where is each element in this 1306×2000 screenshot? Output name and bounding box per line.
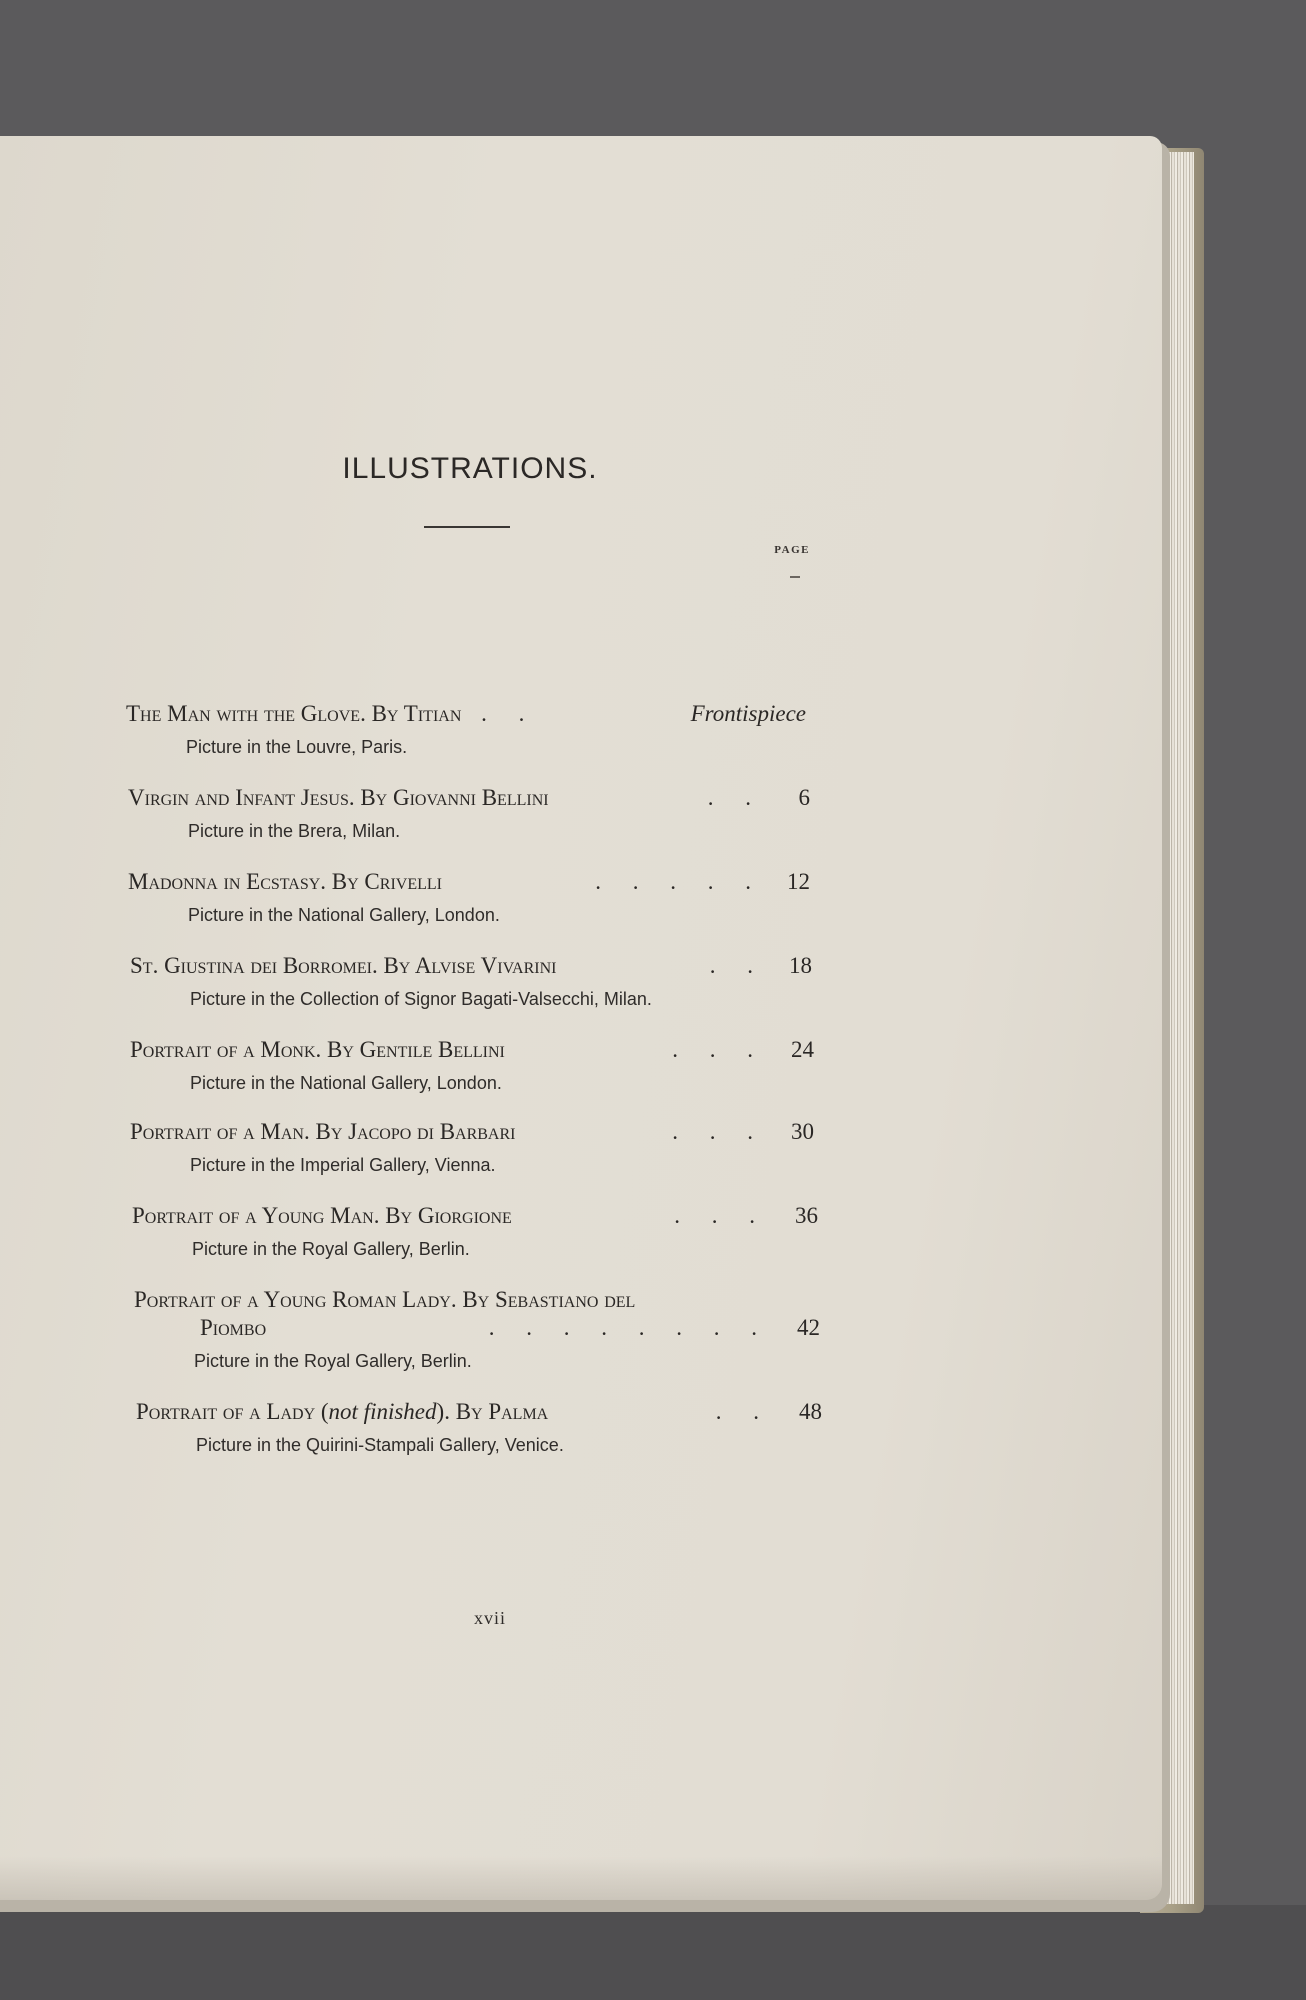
entry-title <box>130 1036 818 1064</box>
entry-title <box>126 700 814 728</box>
illustration-entry-7 <box>132 1202 820 1262</box>
page-folio: xvii <box>473 1608 506 1628</box>
entry-title-text: Portrait of a Young Man. By Giorgione <box>132 1203 512 1228</box>
entry-page-number: 30 <box>791 1119 814 1144</box>
backdrop <box>0 1905 1306 2000</box>
page-column-label: PAGE <box>774 544 810 556</box>
entry-caption: Picture in the National Gallery, London. <box>190 1073 502 1093</box>
illustration-entry-2 <box>128 784 816 844</box>
entry-caption: Picture in the Collection of Signor Bagati-Valsecchi, Milan. <box>190 989 652 1009</box>
entry-caption: Picture in the Imperial Gallery, Vienna. <box>190 1155 496 1175</box>
book-page <box>0 136 1162 1900</box>
entry-title <box>134 1286 822 1314</box>
entry-title-text: Virgin and Infant Jesus. By Giovanni Bellini <box>128 785 549 810</box>
entry-title-italic: not finished <box>328 1399 437 1424</box>
entry-caption: Picture in the Brera, Milan. <box>188 821 401 841</box>
entry-page-number: 24 <box>791 1037 814 1062</box>
page-title: ILLUSTRATIONS. <box>342 452 598 485</box>
deckle-edge <box>0 1856 1162 1900</box>
illustration-entry-6 <box>130 1118 818 1178</box>
entry-caption: Picture in the Louvre, Paris. <box>186 737 408 757</box>
entry-title <box>132 1202 820 1230</box>
entry-title-text-continued: Piombo <box>200 1315 267 1340</box>
illustration-entry-5 <box>130 1036 818 1096</box>
entry-title-text: Portrait of a Man. By Jacopo di Barbari <box>130 1119 516 1144</box>
entry-title-text: Portrait of a Young Roman Lady. By Sebastiano del <box>134 1287 636 1312</box>
entry-title-text: The Man with the Glove. By Titian <box>126 701 462 726</box>
entry-title-text: Portrait of a Monk. By Gentile Bellini <box>130 1037 505 1062</box>
entry-page-number: Frontispiece <box>690 701 806 726</box>
dot-leaders: . . . <box>672 1119 766 1144</box>
illustration-entry-3 <box>128 868 816 928</box>
entry-page-number: 42 <box>797 1315 820 1340</box>
dot-leaders: . . <box>709 953 766 978</box>
illustration-entry-8 <box>134 1286 822 1374</box>
entry-caption: Picture in the National Gallery, London. <box>188 905 500 925</box>
entry-page-number: 18 <box>789 953 812 978</box>
entry-page-number: 6 <box>798 785 810 810</box>
entry-title-text-end: ). By Palma <box>436 1399 549 1424</box>
illustration-entry-9 <box>136 1398 824 1458</box>
entry-page-number: 12 <box>787 869 810 894</box>
entry-title <box>128 868 816 896</box>
dot-leaders: . . <box>715 1399 772 1424</box>
entry-title <box>128 784 816 812</box>
entry-title-text: Portrait of a Lady ( <box>136 1399 329 1424</box>
illustration-entry-1 <box>126 700 814 760</box>
illustration-entry-4 <box>130 952 818 1012</box>
entry-caption: Picture in the Quirini-Stampali Gallery, Venice. <box>196 1435 564 1455</box>
entry-title-text: Madonna in Ecstasy. By Crivelli <box>128 869 442 894</box>
entry-caption: Picture in the Royal Gallery, Berlin. <box>192 1239 470 1259</box>
entry-title-text: St. Giustina dei Borromei. By Alvise Vivarini <box>130 953 557 978</box>
dot-leaders: . . <box>707 785 764 810</box>
dot-leaders: . . <box>481 701 538 726</box>
entry-title <box>136 1398 824 1426</box>
dot-leaders: . . . . . . . . <box>488 1315 770 1340</box>
entry-title-continued <box>134 1314 822 1342</box>
entry-page-number: 48 <box>799 1399 822 1424</box>
entry-title <box>130 1118 818 1146</box>
paper-speck <box>790 576 800 578</box>
dot-leaders: . . . <box>674 1203 768 1228</box>
dot-leaders: . . . . . <box>595 869 764 894</box>
title-rule <box>424 526 510 528</box>
entry-page-number: 36 <box>795 1203 818 1228</box>
dot-leaders: . . . <box>672 1037 766 1062</box>
entry-caption: Picture in the Royal Gallery, Berlin. <box>194 1351 472 1371</box>
entry-title <box>130 952 818 980</box>
